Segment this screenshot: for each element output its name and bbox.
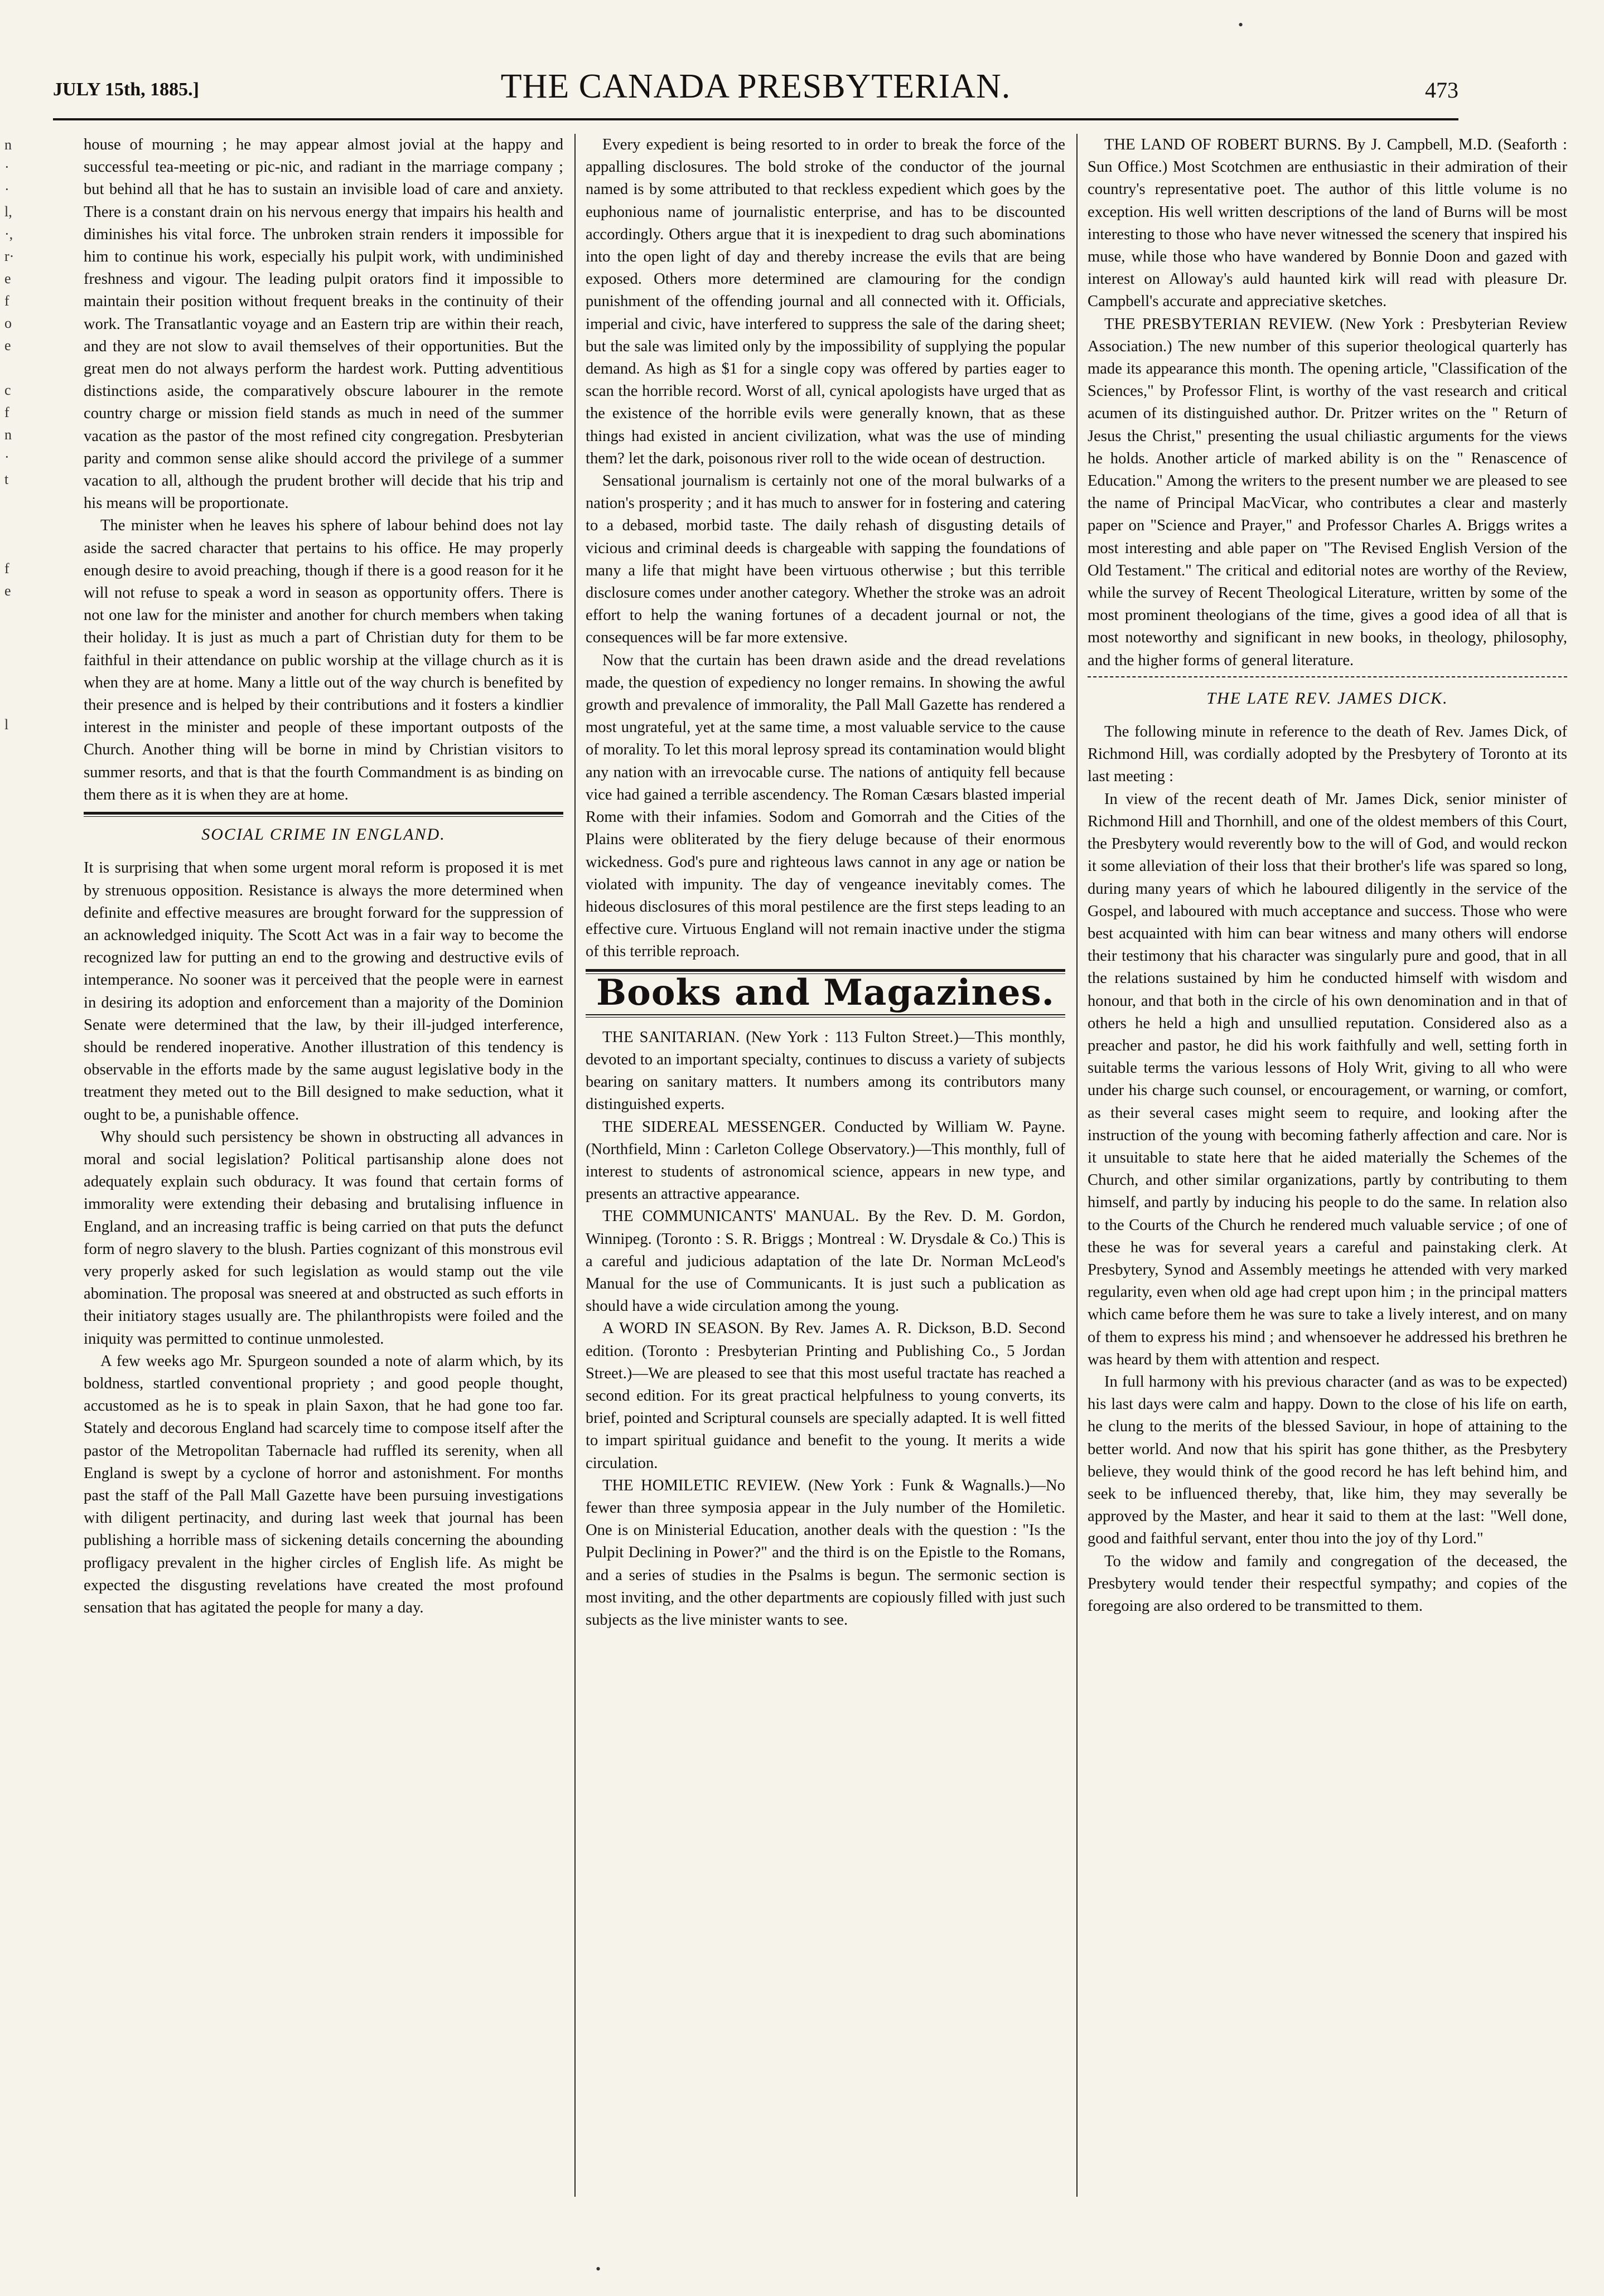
issue-date: JULY 15th, 1885.] (53, 79, 199, 100)
left-margin-marks (4, 134, 32, 736)
margin-mark: · (4, 181, 9, 197)
margin-mark: · (4, 449, 9, 465)
section-divider (84, 812, 563, 817)
margin-mark: n (4, 137, 12, 153)
margin-mark: r· (4, 248, 15, 264)
article-paragraph: To the widow and family and congregation of the deceased, the Presbytery would tender their respectful sympathy; and copies of the foregoing are also ordered to be transmitted to them. (1088, 1552, 1567, 1615)
book-review: A WORD IN SEASON. By Rev. James A. R. Dickson, B.D. Second edition. (Toronto : Presbyterian Printing and Publishing Co., 5 Jordan Street.)—We are pleased to see that this most useful tractate has reached a second edition. For its great practical helpfulness to young converts, its brief, pointed and Scriptural counsels are specially adapted. It is well fitted to impart spiritual guidance and benefit to the young. It merits a wide circulation. (586, 1320, 1065, 1472)
margin-mark: l, (4, 204, 12, 220)
section-divider (586, 1014, 1065, 1018)
book-review: THE COMMUNICANTS' MANUAL. By the Rev. D. M. Gordon, Winnipeg. (Toronto : S. R. Briggs ; Montreal : W. Drysdale & Co.) This is a careful and judicious adaptation of the late Dr. Norman McLeod's Manual for the use of Communicants. It is just such a publication as should have a wide circulation among the young. (586, 1208, 1065, 1315)
article-paragraph: It is surprising that when some urgent moral reform is proposed it is met by strenuous opposition. Resistance is always the more determined when definite and effective measures are brought forward for the suppression of an acknowledged iniquity. The Scott Act was in a fair way to become the recognized law for putting an end to the growing and destructive evils of intemperance. No sooner was it perceived that the people were in earnest in desiring its adoption and enforcement than a majority of the Dominion Senate were determined that the law, by their ill-judged interference, should be rendered inoperative. Another illustration of this tendency is observable in the efforts made by the same august legislative body in the treatment they meted out to the Bill designed to make seduction, what it ought to be, a punishable offence. (84, 859, 563, 1123)
margin-mark (4, 491, 32, 513)
column-1 (84, 134, 563, 1619)
margin-mark: e (4, 270, 11, 287)
margin-mark (4, 691, 32, 714)
masthead-title: THE CANADA PRESBYTERIAN. (500, 67, 1011, 105)
margin-mark (4, 513, 32, 535)
margin-mark: l (4, 716, 9, 733)
margin-mark: e (4, 337, 11, 353)
margin-mark (4, 624, 32, 647)
margin-mark: e (4, 583, 11, 599)
section-heading: THE LATE REV. JAMES DICK. (1206, 689, 1448, 708)
margin-mark: f (4, 560, 9, 577)
article-paragraph: The minister when he leaves his sphere of labour behind does not lay aside the sacred character that pertains to his office. He may properly enough desire to avoid preaching, though if there is a good reason for it he will not refuse to speak a word in season as opportunity offers. There is not one law for the minister and another for church members when taking their holiday. It is just as much a part of Christian duty for them to be faithful in their attendance on public worship at the village church as it is when they are at home. Many a little out of the way church is benefited by their presence and is helped by their contributions and it fosters a kindlier interest in the minister and people of these important outposts of the Church. Another thing will be borne in mind by Christian visitors to summer resorts, and that is that the fourth Commandment is as binding on them there as it is when they are at home. (84, 517, 563, 803)
header-rule (53, 118, 1458, 120)
margin-mark: o (4, 315, 12, 331)
article-paragraph: In view of the recent death of Mr. James Dick, senior minister of Richmond Hill and Thornhill, and one of the oldest members of this Court, the Presbytery would reverently bow to the will of God, and would reckon it some alleviation of their loss that their brother's life was spared so long, during many years of which he laboured diligently in the service of the Gospel, and laboured with much acceptance and success. Those who were best acquainted with him can bear witness and many others will endorse their testimony that his character was singularly pure and good, that in all the relations sustained by him he conducted himself with wisdom and honour, and that both in the circle of his own denomination and in that of others he held a high and unsullied reputation. Considered also as a preacher and pastor, he did his work faithfully and well, setting forth in suitable terms the various lessons of Holy Writ, giving to all who were under his charge such counsel, or encouragement, or warning, or comfort, as their several cases might seem to require, and looking after the instruction of the young with becoming fatherly affection and care. Nor is it unsuitable to state here that he aided materially the Schemes of the Church, and other similar organizations, partly by contributing to them himself, and partly by inducing his people to do the same. In relation also to the Courts of the Church he rendered much valuable service ; of one of these he was for several years a careful and painstaking clerk. At Presbytery, Synod and Assembly meetings he attended with very marked regularity, even when old age had crept upon him ; in the principal matters which came before them he was sure to take a lively interest, and on many of them to express his mind ; and whensoever he addressed his brethren he was heard by them with attention and respect. (1088, 790, 1567, 1368)
column-separator (1076, 134, 1078, 2197)
margin-mark (4, 647, 32, 669)
article-paragraph: Sensational journalism is certainly not one of the moral bulwarks of a nation's prosperity ; and it has much to answer for in fostering and catering to a debased, morbid taste. The daily rehash of disgusting details of vicious and criminal deeds is chargeable with sapping the foundations of many a life that might have been virtuous otherwise ; but this terrible disclosure comes under another category. Whether the stroke was an adroit effort to help the waning fortunes of a decadent journal or not, the consequences will be far more extensive. (586, 472, 1065, 647)
article-paragraph: house of mourning ; he may appear almost jovial at the happy and successful tea-meeting or pic-nic, and radiant in the marriage company ; but behind all that he has to sustain an invisible load of care and anxiety. There is a constant drain on his nervous energy that impairs his health and diminishes his vital force. The unbroken strain renders it impossible for him to continue his work, especially his pulpit work, with undiminished freshness and vigour. The leading pulpit orators find it impossible to maintain their position without frequent breaks in the continuity of their work. The Transatlantic voyage and an Eastern trip are within their reach, and they are not slow to avail themselves of their opportunities. But the great men do not always perform the hardest work. Putting adventitious distinctions aside, the comparatively obscure labourer in the remote country charge or mission field stands as much in need of the summer vacation as the pastor of the most refined city congregation. Presbyterian parity and common sense alike should accord the privilege of a summer vacation to all, although the prudent brother will decide that his trip and his means will be proportionate. (84, 136, 563, 512)
margin-mark: c (4, 382, 11, 398)
column-3 (1088, 134, 1567, 1617)
book-review: THE SIDEREAL MESSENGER. Conducted by William W. Payne. (Northfield, Minn : Carleton College Observatory.)—This monthly, full of interest to students of astronomical science, appears in new type, and presents an attractive appearance. (586, 1118, 1065, 1203)
margin-mark (4, 602, 32, 624)
section-heading: SOCIAL CRIME IN ENGLAND. (201, 825, 446, 844)
column-separator (574, 134, 576, 2197)
margin-mark: t (4, 471, 9, 487)
margin-mark (4, 357, 32, 379)
article-paragraph: Why should such persistency be shown in obstructing all advances in moral and social legislation? Political partisanship alone does not adequately explain such obduracy. It was found that certain forms of immorality were extending their debasing and brutalising influence in England, and an increasing traffic is being carried on that puts the defunct form of negro slavery to the blush. Parties cognizant of this monstrous evil very properly asked for such legislation as would stamp out the vile abomination. The proposal was sneered at and obstructed as such efforts in their initiatory stages usually are. The philanthropists were foiled and the iniquity was permitted to continue unmolested. (84, 1128, 563, 1348)
book-review: THE SANITARIAN. (New York : 113 Fulton Street.)—This monthly, devoted to an important specialty, continues to discuss a variety of subjects bearing on sanitary matters. It numbers among its contributors many distinguished experts. (586, 1028, 1065, 1113)
print-speck: • (1238, 17, 1244, 33)
margin-mark: n (4, 427, 12, 443)
margin-mark: · (4, 159, 9, 175)
article-paragraph: A few weeks ago Mr. Spurgeon sounded a note of alarm which, by its boldness, startled conventional propriety ; and good people thought, accustomed as he is to speak in plain Saxon, that he had gone too far. Stately and decorous England had scarcely time to compose itself after the pastor of the Metropolitan Tabernacle had ruffled its serenity, when all England is swept by a cyclone of horror and astonishment. For months past the staff of the Pall Mall Gazette have been pursuing investigations with diligent pertinacity, and during last week that journal has been publishing a horrible mass of sickening details concerning the abounding profligacy prevalent in the higher circles of English life. As might be expected the disgusting revelations have created the most profound sensation that has agitated the people for many a day. (84, 1352, 563, 1616)
margin-mark (4, 535, 32, 558)
section-divider (1088, 676, 1567, 677)
article-paragraph: Now that the curtain has been drawn aside and the dread revelations made, the question of expediency no longer remains. In showing the awful growth and prevalence of immorality, the Pall Mall Gazette has rendered a most ungrateful, yet at the same time, a most valuable service to the cause of morality. To let this moral leprosy spread its contamination would blight any nation with an irrevocable curse. The nations of antiquity fell because vice had gained a terrible ascendency. The Roman Cæsars blasted imperial Rome with their infamies. Sodom and Gomorrah and the Cities of the Plains were obliterated by the fiery deluge because of their enormous wickedness. God's pure and righteous laws cannot in any age or nation be violated with impunity. The day of vengeance inevitably comes. The hideous disclosures of this moral pestilence are the first steps leading to an effective cure. Virtuous England will not remain inactive under the stigma of this terrible reproach. (586, 651, 1065, 961)
article-paragraph: The following minute in reference to the death of Rev. James Dick, of Richmond Hill, was cordially adopted by the Presbytery of Toronto at its last meeting : (1088, 723, 1567, 786)
column-2 (586, 134, 1065, 1631)
margin-mark: ·, (4, 226, 13, 242)
book-review: THE PRESBYTERIAN REVIEW. (New York : Presbyterian Review Association.) The new number of this superior theological quarterly has made its appearance this month. The opening article, "Classification of the Sciences," by Professor Flint, is worthy of the vast research and critical acumen of its distinguished author. Dr. Pritzer writes on the " Return of Jesus the Christ," presenting the usual chiliastic arguments for the views he holds. Another article of marked ability is on the " Renascence of Education." Among the writers to the present number we are pleased to see the name of Principal MacVicar, who contributes a clear and masterly paper on "Science and Prayer," and Professor Charles A. Briggs writes a most interesting and able paper on "The Revised English Version of the Old Testament." The critical and editorial notes are worthy of the Review, while the survey of Recent Theological Literature, written by some of the most prominent theologians of the time, gives a good idea of all that is most noteworthy and significant in new books, in theology, philosophy, and the higher forms of general literature. (1088, 315, 1567, 669)
page-number: 473 (1425, 77, 1458, 103)
article-paragraph: In full harmony with his previous character (and as was to be expected) his last days were calm and happy. Down to the close of his life on earth, he clung to the merits of the blessed Saviour, in hope of attaining to the better world. And now that his spirit has gone thither, as the Presbytery believe, they would think of the good record he has left behind him, and seek to be influenced thereby, that, like him, they may severally be approved by the Master, and hear it said to them at the last: "Well done, good and faithful servant, enter thou into the joy of thy Lord." (1088, 1373, 1567, 1548)
margin-mark: f (4, 293, 9, 309)
book-review: THE HOMILETIC REVIEW. (New York : Funk & Wagnalls.)—No fewer than three symposia appear in the July number of the Homiletic. One is on Ministerial Education, another deals with the question : "Is the Pulpit Declining in Power?" and the third is on the Epistle to the Romans, and a series of studies in the Psalms is begun. The sermonic section is most inviting, and the other departments are copiously filled with just such subjects as the live minister wants to see. (586, 1476, 1065, 1629)
books-and-magazines-heading: Books and Magazines. (596, 971, 1055, 1014)
article-paragraph: Every expedient is being resorted to in order to break the force of the appalling disclosures. The bold stroke of the conductor of the journal named is by some attributed to that reckless expedient which goes by the euphonious name of journalistic enterprise, and has to be discounted accordingly. Others argue that it is inexpedient to drag such abominations into the open light of day and thereby increase the evils that are being exposed. Others more determined are clamouring for the condign punishment of the offending journal and all connected with it. Officials, imperial and civic, have interfered to suppress the sale of the daring sheet; but the sale was limited only by the impossibility of supplying the popular demand. As high as $1 for a single copy was offered by parties eager to scan the horrible record. Worst of all, cynical apologists have urged that as the existence of the horrible evils were generally known, that as these things had existed in ancient civilization, what was the use of minding them? let the dark, poisonous river roll to the wide ocean of destruction. (586, 136, 1065, 467)
print-speck: • (596, 2261, 601, 2277)
margin-mark: f (4, 404, 9, 420)
margin-mark (4, 669, 32, 691)
page-header (53, 67, 1458, 110)
book-review: THE LAND OF ROBERT BURNS. By J. Campbell, M.D. (Seaforth : Sun Office.) Most Scotchmen are enthusiastic in their admiration of their country's representative poet. The author of this little volume is no exception. His well written descriptions of the land of Burns will be most interesting to those who have never witnessed the scenery that inspired his muse, while those who have wandered by Bonnie Doon and gazed with interest on Alloway's auld haunted kirk will read with pleasure Dr. Campbell's accurate and appreciative sketches. (1088, 136, 1567, 311)
